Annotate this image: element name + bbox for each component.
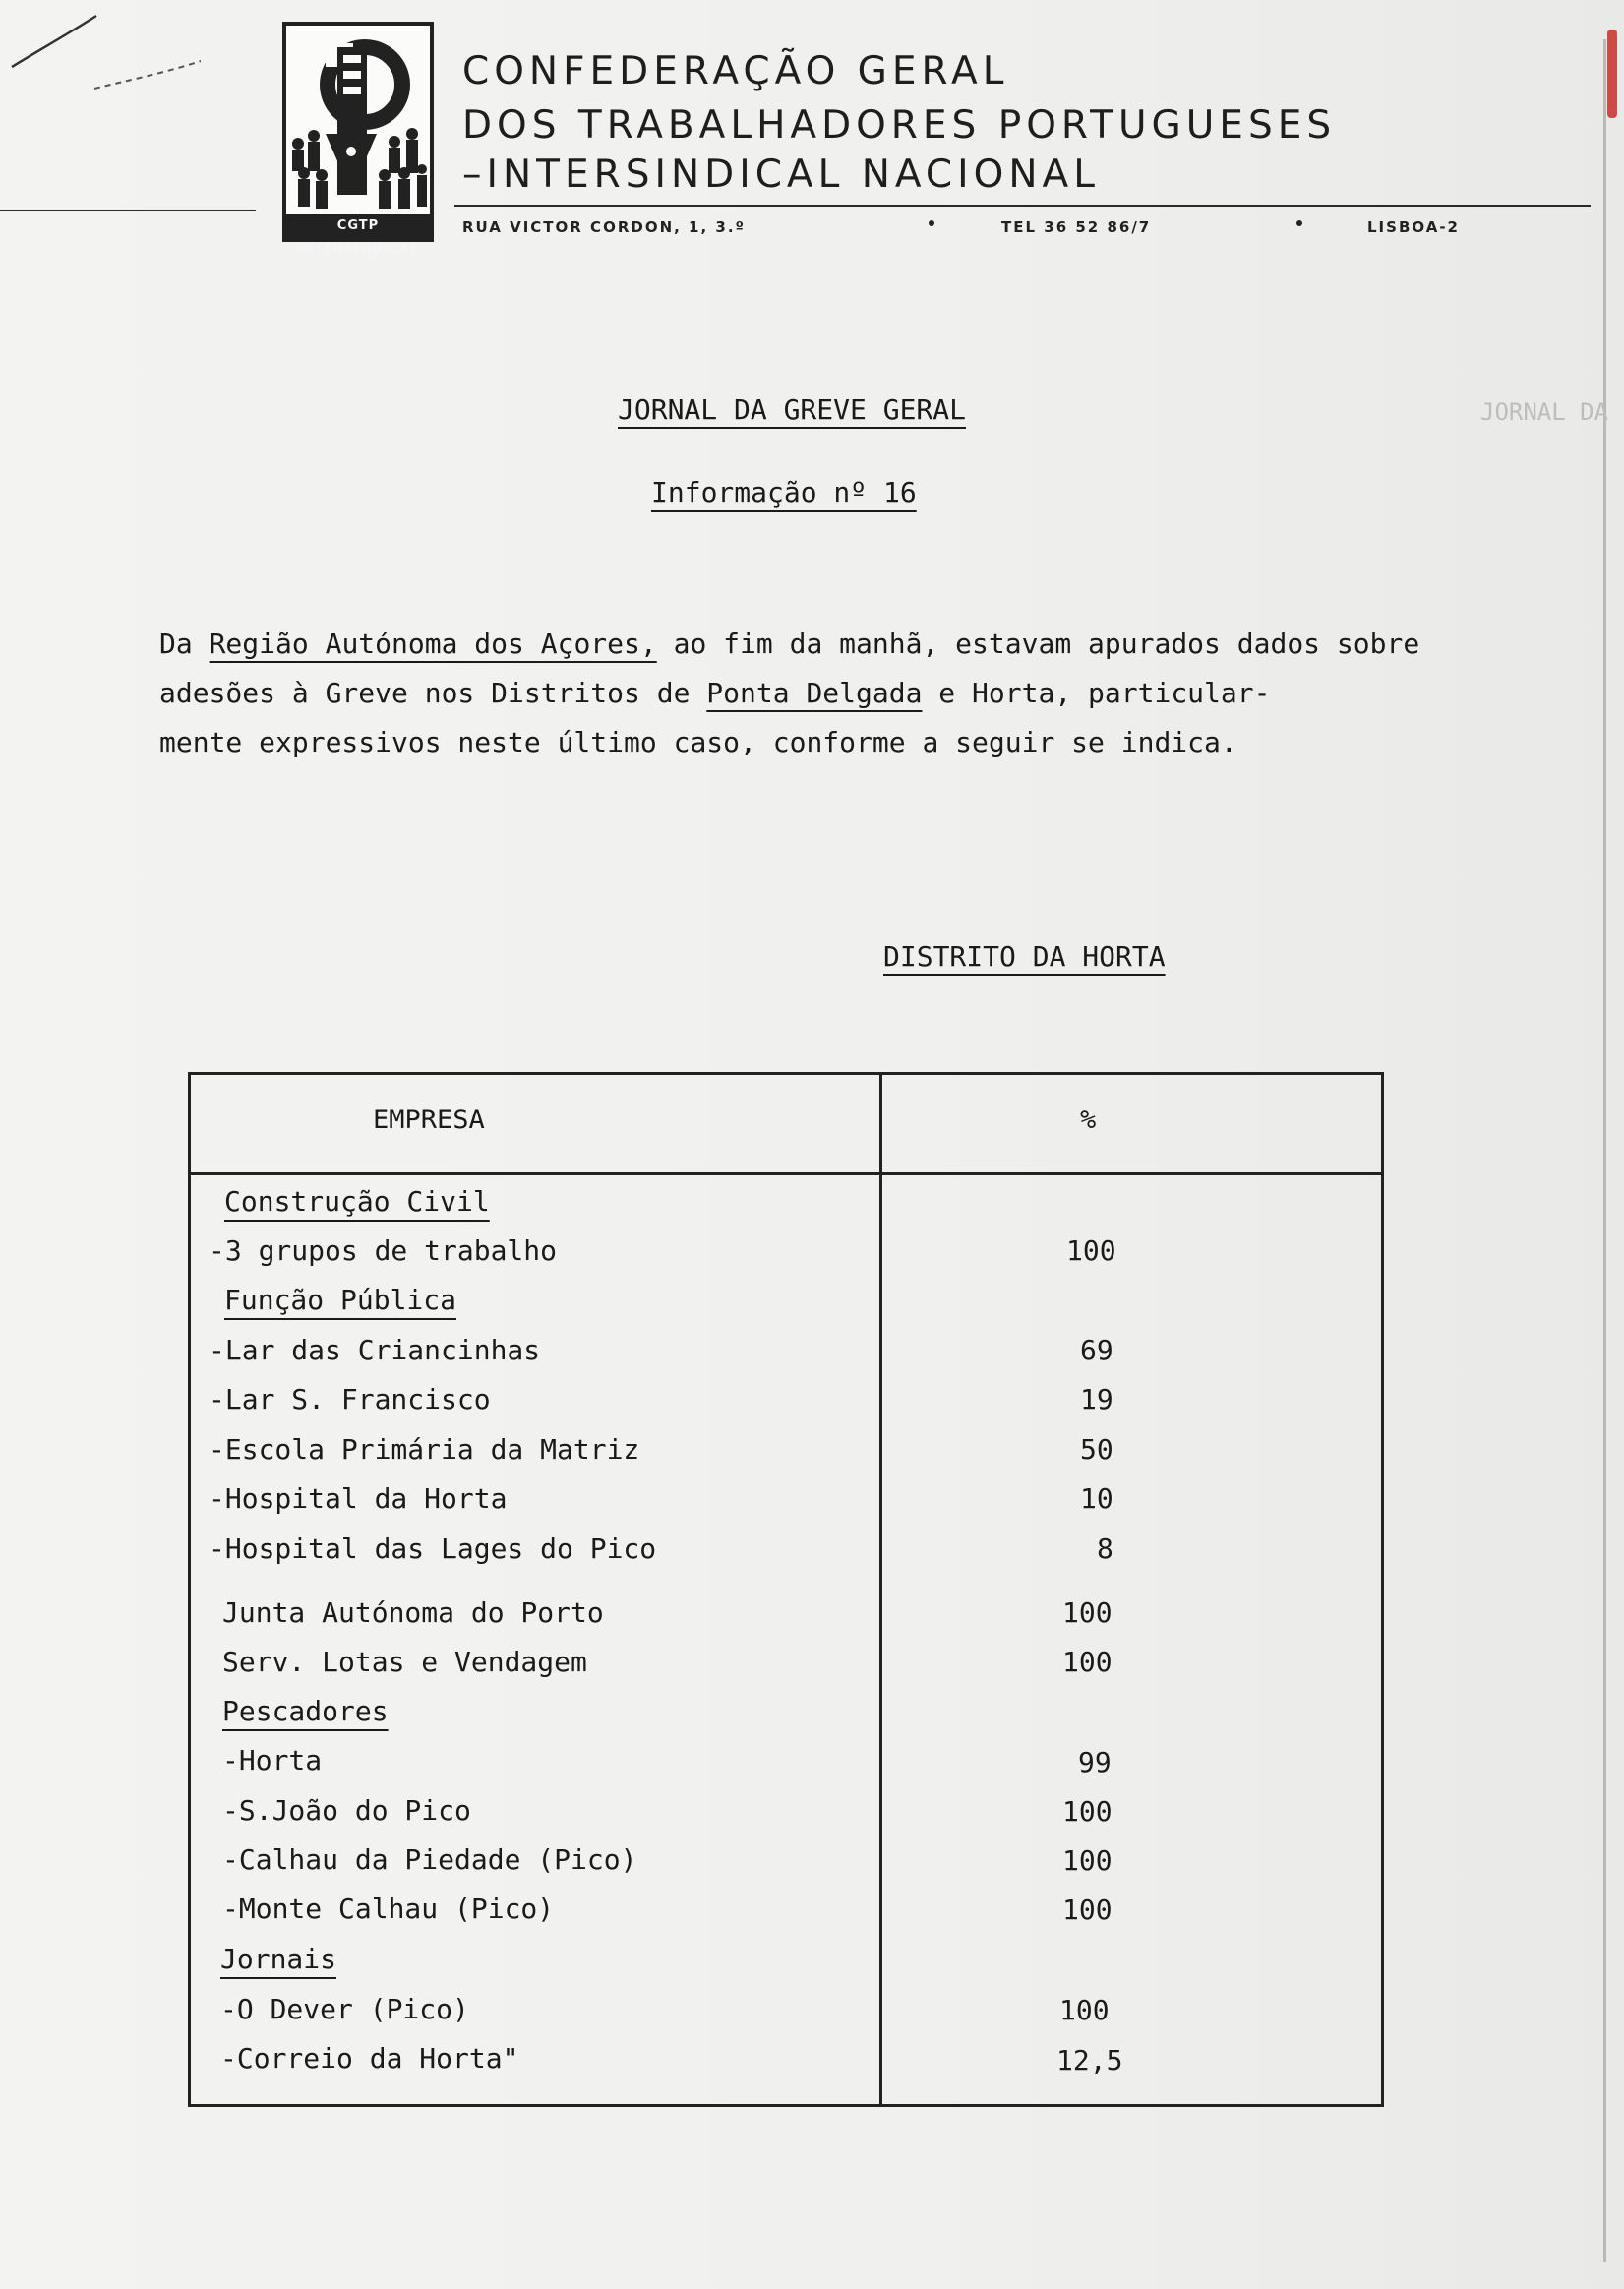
row-value: 100: [1062, 1646, 1113, 1678]
row-label: -S.João do Pico: [222, 1794, 471, 1827]
row-value: 99: [1078, 1746, 1112, 1778]
edge-mark: [1607, 30, 1617, 118]
row-label: -Lar S. Francisco: [209, 1383, 491, 1416]
row-label: -Correio da Horta": [220, 2042, 519, 2075]
document-subtitle: Informação nº 16: [651, 476, 917, 509]
row-value: 100: [1062, 1596, 1113, 1629]
row-value: 100: [1062, 1795, 1113, 1828]
category-label: Jornais: [220, 1943, 337, 1975]
logo-emblem-icon: [286, 26, 430, 214]
table-header-divider: [191, 1172, 1381, 1175]
bleed-through-text: JORNAL DA: [1480, 398, 1609, 426]
row-label: -Horta: [222, 1744, 323, 1777]
row-value: 100: [1062, 1894, 1113, 1926]
paragraph-line-3: mente expressivos neste último caso, conforme a seguir se indica.: [159, 726, 1237, 758]
row-label: Junta Autónoma do Porto: [222, 1596, 604, 1629]
row-value: 100: [1059, 1994, 1110, 2026]
category-label: Construção Civil: [224, 1185, 490, 1218]
column-header-percent: %: [1080, 1105, 1097, 1135]
header-rule-left: [0, 210, 256, 211]
organization-logo: [282, 22, 434, 257]
header-rule-right: [454, 205, 1591, 207]
org-name-line-1: CONFEDERAÇÃO GERAL: [462, 49, 1009, 93]
row-value: 19: [1080, 1383, 1113, 1416]
paragraph-line-1: Da Região Autónoma dos Açores, ao fim da manhã, estavam apurados dados sobre: [159, 628, 1420, 660]
row-label: -Calhau da Piedade (Pico): [222, 1843, 637, 1876]
row-value: 100: [1062, 1844, 1113, 1877]
category-label: Função Pública: [224, 1284, 457, 1316]
row-value: 10: [1080, 1482, 1113, 1515]
document-title: JORNAL DA GREVE GERAL: [618, 393, 967, 426]
category-label: Pescadores: [222, 1695, 389, 1727]
org-name-line-3: –INTERSINDICAL NACIONAL: [462, 152, 1100, 197]
district-name: Ponta Delgada: [706, 677, 923, 709]
phone-text: TEL 36 52 86/7: [1001, 218, 1152, 236]
row-label: -Hospital da Horta: [209, 1482, 508, 1515]
results-table: [188, 1072, 1384, 2107]
logo-caption: CGTP INTERSINDICAL: [286, 214, 430, 238]
row-label: -Lar das Criancinhas: [209, 1334, 541, 1366]
row-value: 12,5: [1056, 2044, 1123, 2077]
city-text: LISBOA-2: [1367, 218, 1460, 236]
row-label: -Monte Calhau (Pico): [222, 1893, 555, 1925]
paragraph-line-2: adesões à Greve nos Distritos de Ponta Delgada e Horta, particular-: [159, 677, 1271, 709]
row-value: 100: [1066, 1235, 1116, 1267]
row-label: -Escola Primária da Matriz: [209, 1433, 640, 1466]
table-column-divider: [879, 1075, 882, 2104]
row-label: Serv. Lotas e Vendagem: [222, 1646, 587, 1678]
section-title: DISTRITO DA HORTA: [883, 940, 1166, 973]
org-name-line-2: DOS TRABALHADORES PORTUGUESES: [462, 103, 1337, 148]
row-value: 50: [1080, 1433, 1113, 1466]
row-value: 8: [1097, 1533, 1113, 1565]
column-header-empresa: EMPRESA: [373, 1105, 485, 1135]
separator-dot: [1296, 220, 1302, 226]
separator-dot: [929, 220, 934, 226]
row-value: 69: [1080, 1334, 1113, 1366]
address-text: RUA VICTOR CORDON, 1, 3.º: [462, 218, 746, 236]
row-label: -O Dever (Pico): [220, 1993, 469, 2025]
pen-mark-icon: [8, 10, 205, 98]
row-label: -3 grupos de trabalho: [209, 1235, 558, 1267]
row-label: -Hospital das Lages do Pico: [209, 1533, 657, 1565]
region-name: Região Autónoma dos Açores,: [209, 628, 657, 660]
page-edge: [1603, 39, 1606, 2262]
